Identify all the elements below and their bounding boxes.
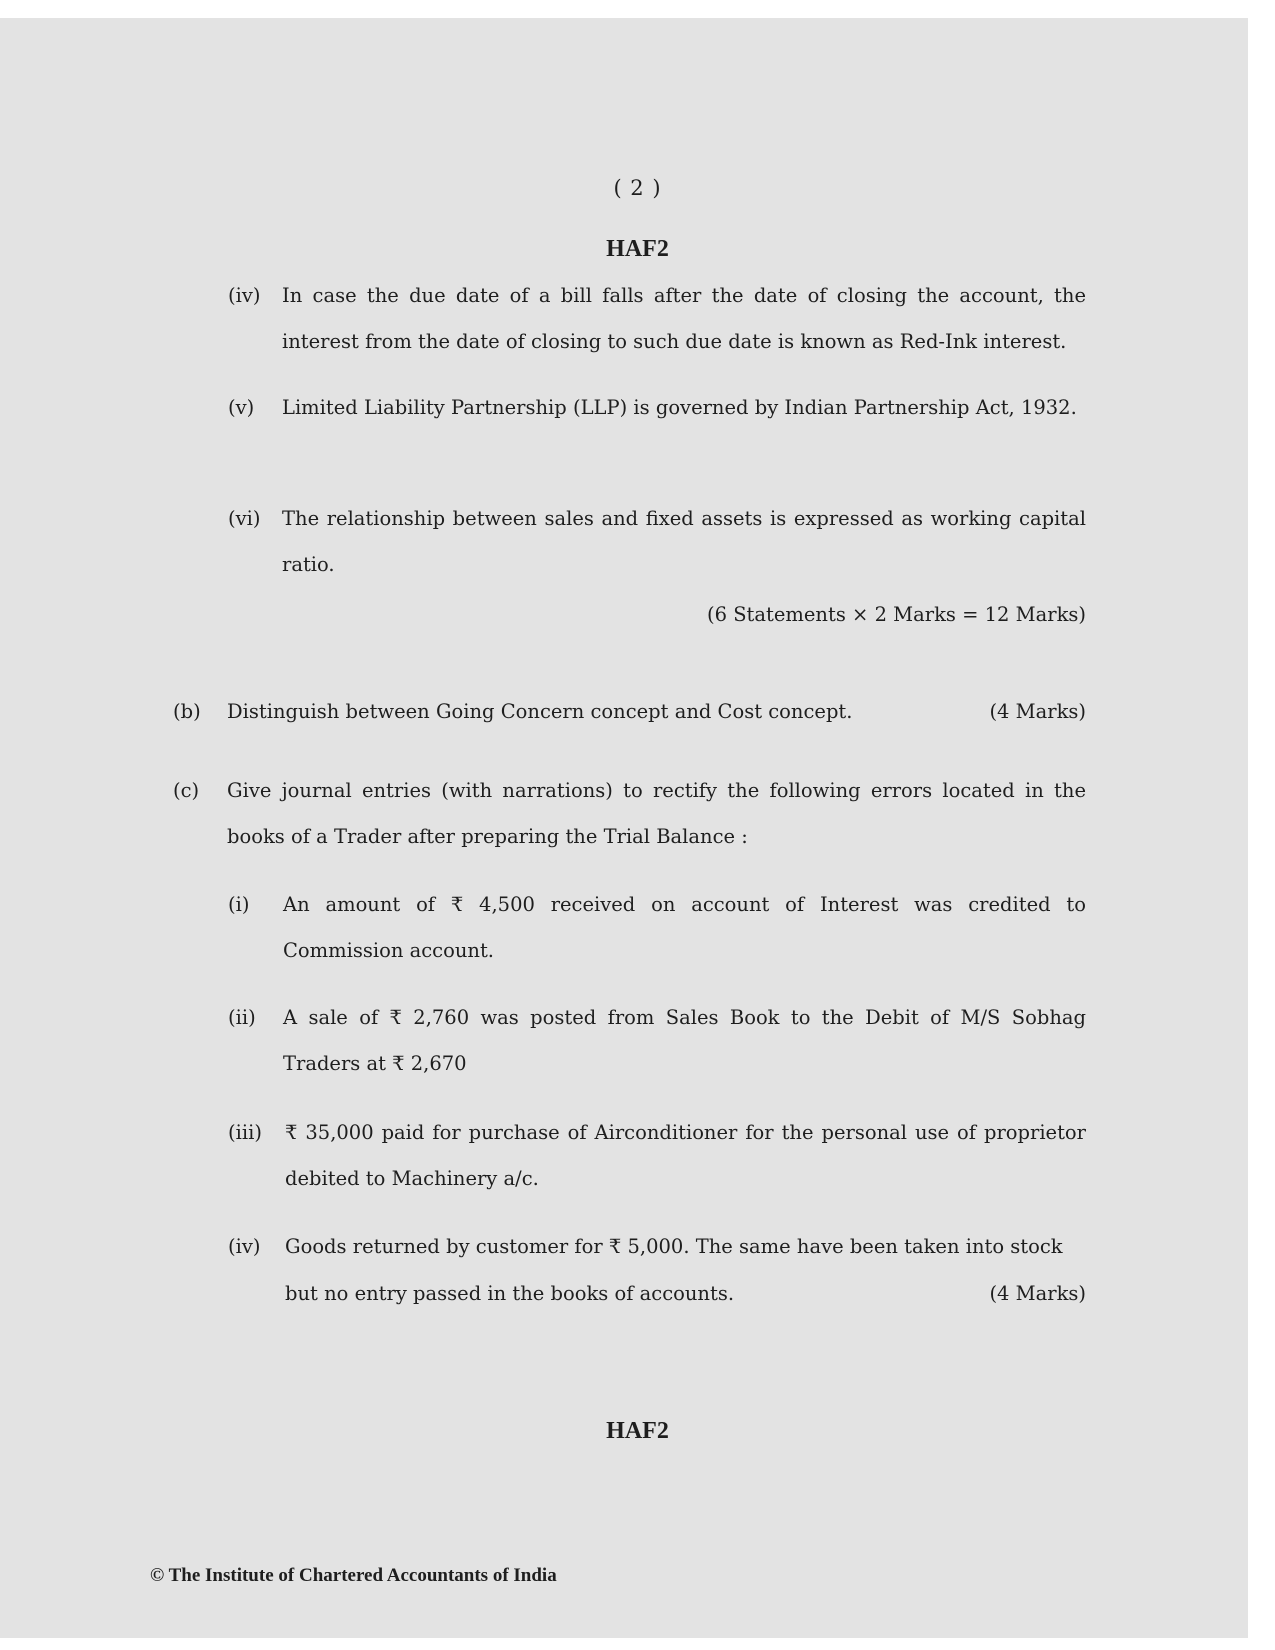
part-a-marks: (6 Statements × 2 Marks = 12 Marks) [706,603,1086,626]
error-item-iv [228,1224,1086,1270]
question-c [173,768,1086,860]
question-number: (c) [173,779,200,802]
error-text: A sale of ₹ 2,760 was posted from Sales Book to the Debit of M/S Sobhag Traders at ₹ 2,670 [283,1006,1086,1075]
error-item-iv-continued [285,1282,1086,1305]
statement-vi [228,496,1086,588]
question-number: (b) [173,700,201,723]
error-number: (ii) [228,1006,256,1029]
error-item-i [228,882,1086,974]
page-number: ( 2 ) [613,176,662,200]
copyright-notice: © The Institute of Chartered Accountants of India [150,1565,557,1586]
paper-code-footer: HAF2 [606,1418,669,1444]
statement-text: Limited Liability Partnership (LLP) is governed by Indian Partnership Act, 1932. [282,396,1077,419]
statement-text: In case the due date of a bill falls after the date of closing the account, the interest from the date of closing to such due date is known as Red-Ink interest. [282,284,1086,353]
error-number: (iii) [228,1121,262,1144]
statement-text: The relationship between sales and fixed assets is expressed as working capital ratio. [282,507,1086,576]
statement-number: (vi) [228,507,261,530]
statement-v [228,385,1086,431]
error-item-ii [228,995,1086,1087]
paper-code-header: HAF2 [606,236,669,262]
error-number: (iv) [228,1235,261,1258]
statement-iv [228,273,1086,365]
statement-number: (v) [228,396,255,419]
question-text: Distinguish between Going Concern concept and Cost concept. [227,700,853,723]
statement-number: (iv) [228,284,261,307]
question-marks: (4 Marks) [989,1282,1086,1305]
error-text: An amount of ₹ 4,500 received on account of Interest was credited to Commission account. [283,893,1086,962]
error-item-iii [228,1110,1086,1202]
error-text: Goods returned by customer for ₹ 5,000. The same have been taken into stock [285,1235,1063,1258]
error-number: (i) [228,893,250,916]
question-marks: (4 Marks) [989,700,1086,723]
error-text-continued: but no entry passed in the books of accounts. [285,1282,735,1305]
error-text: ₹ 35,000 paid for purchase of Airconditioner for the personal use of proprietor debited to Machinery a/c. [285,1121,1086,1190]
question-text: Give journal entries (with narrations) to rectify the following errors located in the books of a Trader after preparing the Trial Balance : [227,779,1086,848]
question-b [173,700,1086,723]
